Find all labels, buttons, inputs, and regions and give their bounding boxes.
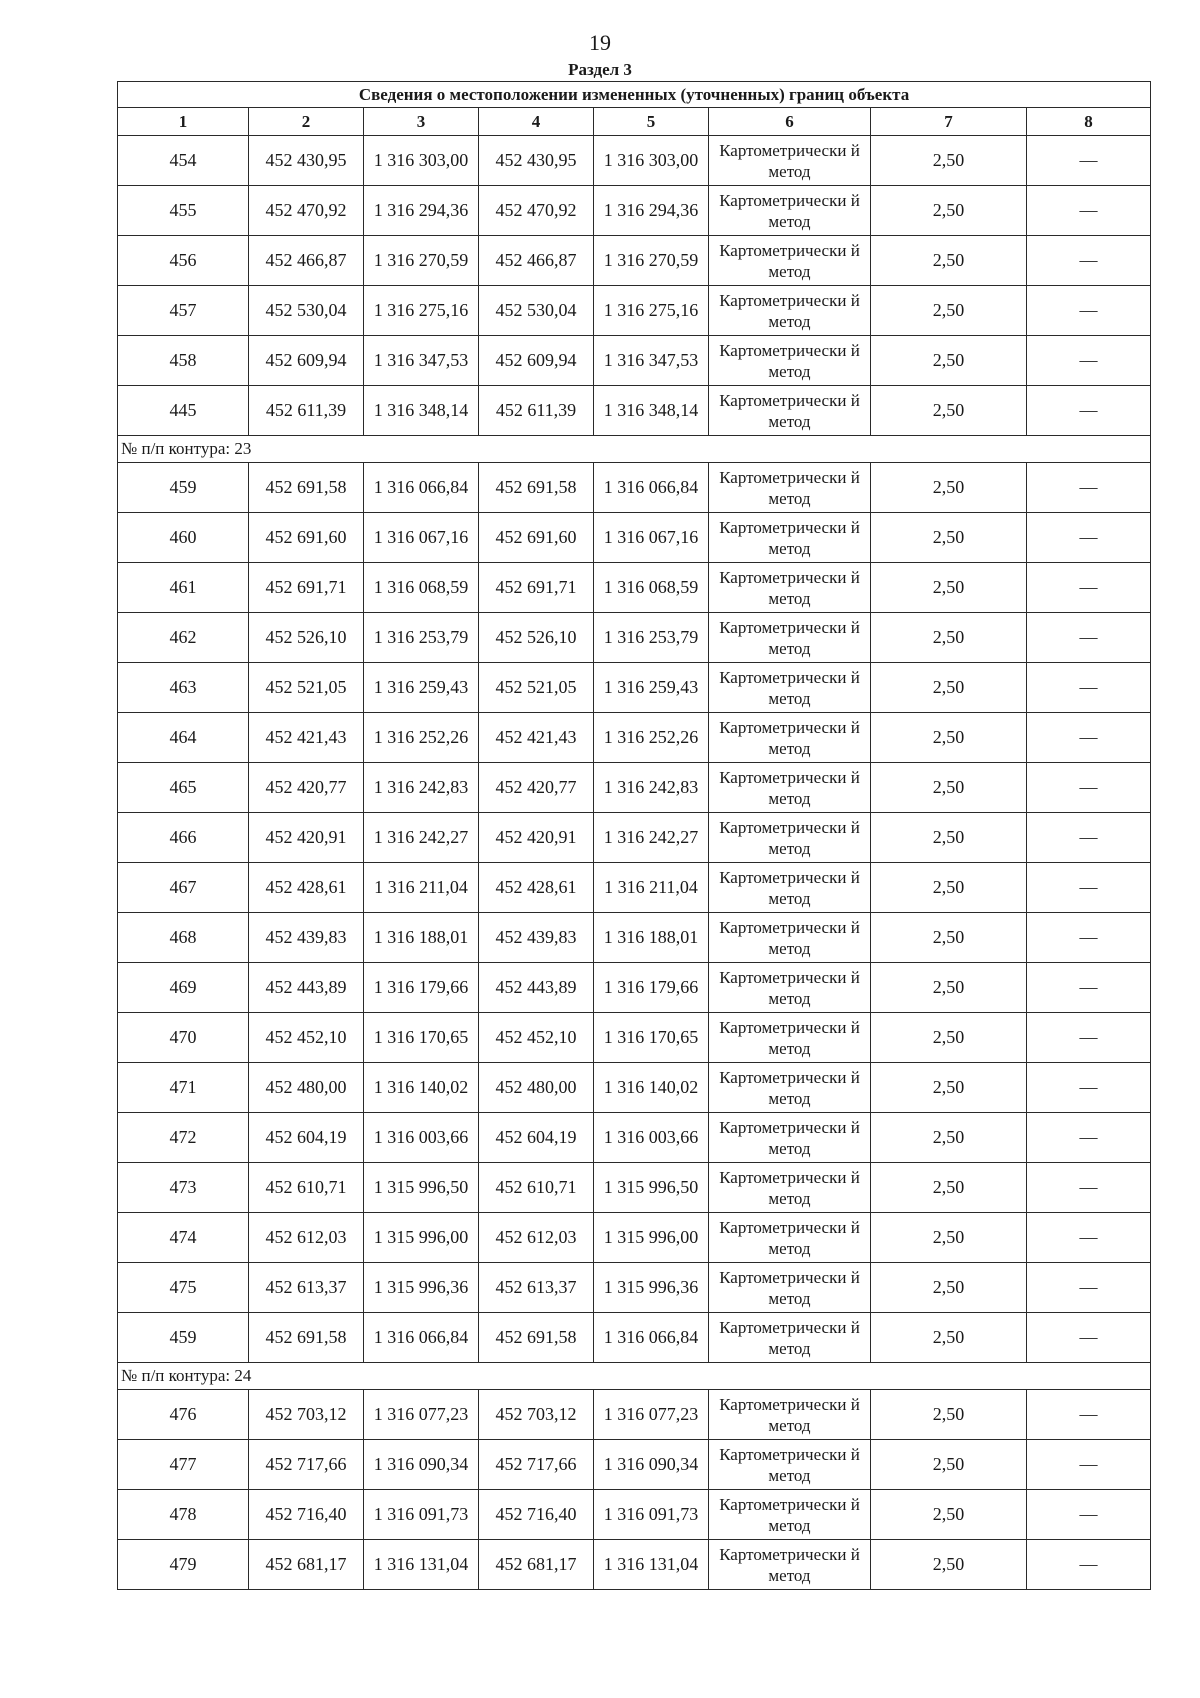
- method-cell: Картометрически й метод: [709, 513, 871, 563]
- y-old-cell: 1 316 275,16: [364, 286, 479, 336]
- table-row: [118, 613, 1151, 663]
- y-old-cell: 1 316 188,01: [364, 913, 479, 963]
- method-cell: Картометрически й метод: [709, 1490, 871, 1540]
- x-new-cell: 452 612,03: [479, 1213, 594, 1263]
- y-new-cell: 1 316 090,34: [594, 1440, 709, 1490]
- x-new-cell: 452 691,58: [479, 1313, 594, 1363]
- description-cell: —: [1027, 1390, 1151, 1440]
- point-number-cell: 473: [118, 1163, 249, 1213]
- table-row: [118, 1263, 1151, 1313]
- x-old-cell: 452 480,00: [249, 1063, 364, 1113]
- accuracy-cell: 2,50: [871, 1540, 1027, 1590]
- description-cell: —: [1027, 1013, 1151, 1063]
- x-new-cell: 452 681,17: [479, 1540, 594, 1590]
- table-row: [118, 563, 1151, 613]
- x-new-cell: 452 691,71: [479, 563, 594, 613]
- method-cell: Картометрически й метод: [709, 1263, 871, 1313]
- y-old-cell: 1 316 242,83: [364, 763, 479, 813]
- x-new-cell: 452 430,95: [479, 136, 594, 186]
- x-new-cell: 452 609,94: [479, 336, 594, 386]
- x-new-cell: 452 452,10: [479, 1013, 594, 1063]
- method-cell: Картометрически й метод: [709, 813, 871, 863]
- method-cell: Картометрически й метод: [709, 1013, 871, 1063]
- y-old-cell: 1 316 179,66: [364, 963, 479, 1013]
- y-old-cell: 1 316 303,00: [364, 136, 479, 186]
- table-title: Сведения о местоположении измененных (уточненных) границ объекта: [118, 82, 1151, 108]
- description-cell: —: [1027, 563, 1151, 613]
- accuracy-cell: 2,50: [871, 1163, 1027, 1213]
- x-old-cell: 452 526,10: [249, 613, 364, 663]
- column-number-row: [118, 108, 1151, 136]
- method-cell: Картометрически й метод: [709, 386, 871, 436]
- point-number-cell: 469: [118, 963, 249, 1013]
- accuracy-cell: 2,50: [871, 813, 1027, 863]
- x-new-cell: 452 443,89: [479, 963, 594, 1013]
- x-new-cell: 452 611,39: [479, 386, 594, 436]
- description-cell: —: [1027, 1313, 1151, 1363]
- column-number: 3: [364, 108, 479, 136]
- x-new-cell: 452 439,83: [479, 913, 594, 963]
- method-cell: Картометрически й метод: [709, 236, 871, 286]
- description-cell: —: [1027, 863, 1151, 913]
- point-number-cell: 464: [118, 713, 249, 763]
- accuracy-cell: 2,50: [871, 1490, 1027, 1540]
- accuracy-cell: 2,50: [871, 613, 1027, 663]
- y-old-cell: 1 316 348,14: [364, 386, 479, 436]
- description-cell: —: [1027, 1113, 1151, 1163]
- method-cell: Картометрически й метод: [709, 136, 871, 186]
- x-old-cell: 452 691,58: [249, 1313, 364, 1363]
- point-number-cell: 458: [118, 336, 249, 386]
- description-cell: —: [1027, 136, 1151, 186]
- point-number-cell: 472: [118, 1113, 249, 1163]
- contour-label-row: [118, 1363, 1151, 1390]
- accuracy-cell: 2,50: [871, 763, 1027, 813]
- y-old-cell: 1 316 066,84: [364, 1313, 479, 1363]
- method-cell: Картометрически й метод: [709, 1313, 871, 1363]
- x-new-cell: 452 703,12: [479, 1390, 594, 1440]
- table-row: [118, 1163, 1151, 1213]
- table-row: [118, 463, 1151, 513]
- table-row: [118, 1540, 1151, 1590]
- method-cell: Картометрически й метод: [709, 563, 871, 613]
- y-new-cell: 1 316 242,27: [594, 813, 709, 863]
- accuracy-cell: 2,50: [871, 1390, 1027, 1440]
- y-new-cell: 1 316 303,00: [594, 136, 709, 186]
- point-number-cell: 445: [118, 386, 249, 436]
- column-number: 5: [594, 108, 709, 136]
- x-old-cell: 452 421,43: [249, 713, 364, 763]
- y-new-cell: 1 316 348,14: [594, 386, 709, 436]
- x-old-cell: 452 691,71: [249, 563, 364, 613]
- accuracy-cell: 2,50: [871, 913, 1027, 963]
- description-cell: —: [1027, 613, 1151, 663]
- point-number-cell: 463: [118, 663, 249, 713]
- table-row: [118, 863, 1151, 913]
- y-new-cell: 1 316 091,73: [594, 1490, 709, 1540]
- accuracy-cell: 2,50: [871, 286, 1027, 336]
- point-number-cell: 479: [118, 1540, 249, 1590]
- y-new-cell: 1 315 996,50: [594, 1163, 709, 1213]
- y-old-cell: 1 316 294,36: [364, 186, 479, 236]
- description-cell: —: [1027, 1540, 1151, 1590]
- y-new-cell: 1 316 294,36: [594, 186, 709, 236]
- x-old-cell: 452 610,71: [249, 1163, 364, 1213]
- x-new-cell: 452 526,10: [479, 613, 594, 663]
- x-new-cell: 452 604,19: [479, 1113, 594, 1163]
- point-number-cell: 459: [118, 463, 249, 513]
- y-new-cell: 1 316 068,59: [594, 563, 709, 613]
- method-cell: Картометрически й метод: [709, 763, 871, 813]
- point-number-cell: 465: [118, 763, 249, 813]
- y-new-cell: 1 316 253,79: [594, 613, 709, 663]
- y-old-cell: 1 316 253,79: [364, 613, 479, 663]
- y-old-cell: 1 316 091,73: [364, 1490, 479, 1540]
- description-cell: —: [1027, 1213, 1151, 1263]
- y-old-cell: 1 316 003,66: [364, 1113, 479, 1163]
- table-body: [118, 82, 1151, 1590]
- accuracy-cell: 2,50: [871, 186, 1027, 236]
- method-cell: Картометрически й метод: [709, 336, 871, 386]
- method-cell: Картометрически й метод: [709, 463, 871, 513]
- y-new-cell: 1 316 259,43: [594, 663, 709, 713]
- table-row: [118, 763, 1151, 813]
- x-old-cell: 452 428,61: [249, 863, 364, 913]
- contour-label: № п/п контура: 23: [118, 436, 1151, 463]
- column-number: 1: [118, 108, 249, 136]
- accuracy-cell: 2,50: [871, 863, 1027, 913]
- point-number-cell: 457: [118, 286, 249, 336]
- table-row: [118, 1440, 1151, 1490]
- x-old-cell: 452 609,94: [249, 336, 364, 386]
- description-cell: —: [1027, 713, 1151, 763]
- x-old-cell: 452 530,04: [249, 286, 364, 336]
- accuracy-cell: 2,50: [871, 563, 1027, 613]
- contour-label-row: [118, 436, 1151, 463]
- y-new-cell: 1 316 252,26: [594, 713, 709, 763]
- x-new-cell: 452 480,00: [479, 1063, 594, 1113]
- y-new-cell: 1 315 996,00: [594, 1213, 709, 1263]
- y-new-cell: 1 316 179,66: [594, 963, 709, 1013]
- x-new-cell: 452 420,77: [479, 763, 594, 813]
- table-row: [118, 186, 1151, 236]
- table-row: [118, 286, 1151, 336]
- table-row: [118, 1063, 1151, 1113]
- x-old-cell: 452 466,87: [249, 236, 364, 286]
- column-number: 7: [871, 108, 1027, 136]
- x-old-cell: 452 613,37: [249, 1263, 364, 1313]
- point-number-cell: 477: [118, 1440, 249, 1490]
- method-cell: Картометрически й метод: [709, 1163, 871, 1213]
- point-number-cell: 470: [118, 1013, 249, 1063]
- x-old-cell: 452 470,92: [249, 186, 364, 236]
- description-cell: —: [1027, 663, 1151, 713]
- table-row: [118, 1013, 1151, 1063]
- page-number: 19: [589, 30, 611, 55]
- x-old-cell: 452 604,19: [249, 1113, 364, 1163]
- column-number: 4: [479, 108, 594, 136]
- method-cell: Картометрически й метод: [709, 1213, 871, 1263]
- x-new-cell: 452 717,66: [479, 1440, 594, 1490]
- y-new-cell: 1 316 211,04: [594, 863, 709, 913]
- column-number: 8: [1027, 108, 1151, 136]
- y-new-cell: 1 316 140,02: [594, 1063, 709, 1113]
- column-number: 6: [709, 108, 871, 136]
- x-old-cell: 452 691,58: [249, 463, 364, 513]
- x-new-cell: 452 421,43: [479, 713, 594, 763]
- table-title-row: [118, 82, 1151, 108]
- method-cell: Картометрически й метод: [709, 1540, 871, 1590]
- x-old-cell: 452 612,03: [249, 1213, 364, 1263]
- table-row: [118, 663, 1151, 713]
- method-cell: Картометрически й метод: [709, 1440, 871, 1490]
- method-cell: Картометрически й метод: [709, 1063, 871, 1113]
- accuracy-cell: 2,50: [871, 463, 1027, 513]
- x-new-cell: 452 428,61: [479, 863, 594, 913]
- x-old-cell: 452 717,66: [249, 1440, 364, 1490]
- accuracy-cell: 2,50: [871, 136, 1027, 186]
- y-new-cell: 1 316 347,53: [594, 336, 709, 386]
- x-new-cell: 452 613,37: [479, 1263, 594, 1313]
- description-cell: —: [1027, 1440, 1151, 1490]
- y-old-cell: 1 316 270,59: [364, 236, 479, 286]
- y-old-cell: 1 315 996,00: [364, 1213, 479, 1263]
- method-cell: Картометрически й метод: [709, 913, 871, 963]
- description-cell: —: [1027, 236, 1151, 286]
- accuracy-cell: 2,50: [871, 1263, 1027, 1313]
- x-old-cell: 452 703,12: [249, 1390, 364, 1440]
- description-cell: —: [1027, 386, 1151, 436]
- point-number-cell: 461: [118, 563, 249, 613]
- point-number-cell: 459: [118, 1313, 249, 1363]
- x-new-cell: 452 470,92: [479, 186, 594, 236]
- accuracy-cell: 2,50: [871, 513, 1027, 563]
- description-cell: —: [1027, 463, 1151, 513]
- description-cell: —: [1027, 286, 1151, 336]
- description-cell: —: [1027, 813, 1151, 863]
- x-old-cell: 452 681,17: [249, 1540, 364, 1590]
- point-number-cell: 467: [118, 863, 249, 913]
- accuracy-cell: 2,50: [871, 1013, 1027, 1063]
- x-new-cell: 452 530,04: [479, 286, 594, 336]
- table-row: [118, 1313, 1151, 1363]
- accuracy-cell: 2,50: [871, 1440, 1027, 1490]
- point-number-cell: 475: [118, 1263, 249, 1313]
- method-cell: Картометрически й метод: [709, 613, 871, 663]
- x-old-cell: 452 420,77: [249, 763, 364, 813]
- y-old-cell: 1 316 242,27: [364, 813, 479, 863]
- method-cell: Картометрически й метод: [709, 663, 871, 713]
- y-new-cell: 1 316 170,65: [594, 1013, 709, 1063]
- description-cell: —: [1027, 1263, 1151, 1313]
- x-new-cell: 452 466,87: [479, 236, 594, 286]
- y-old-cell: 1 316 090,34: [364, 1440, 479, 1490]
- description-cell: —: [1027, 1063, 1151, 1113]
- point-number-cell: 455: [118, 186, 249, 236]
- y-new-cell: 1 316 066,84: [594, 1313, 709, 1363]
- accuracy-cell: 2,50: [871, 1063, 1027, 1113]
- table-row: [118, 1390, 1151, 1440]
- table-row: [118, 513, 1151, 563]
- x-old-cell: 452 452,10: [249, 1013, 364, 1063]
- point-number-cell: 462: [118, 613, 249, 663]
- y-new-cell: 1 316 067,16: [594, 513, 709, 563]
- table-row: [118, 386, 1151, 436]
- accuracy-cell: 2,50: [871, 1313, 1027, 1363]
- method-cell: Картометрически й метод: [709, 963, 871, 1013]
- y-new-cell: 1 316 066,84: [594, 463, 709, 513]
- point-number-cell: 474: [118, 1213, 249, 1263]
- y-old-cell: 1 315 996,50: [364, 1163, 479, 1213]
- description-cell: —: [1027, 186, 1151, 236]
- y-old-cell: 1 316 211,04: [364, 863, 479, 913]
- x-old-cell: 452 420,91: [249, 813, 364, 863]
- y-old-cell: 1 316 252,26: [364, 713, 479, 763]
- y-old-cell: 1 316 131,04: [364, 1540, 479, 1590]
- description-cell: —: [1027, 1490, 1151, 1540]
- method-cell: Картометрически й метод: [709, 286, 871, 336]
- y-old-cell: 1 316 347,53: [364, 336, 479, 386]
- x-old-cell: 452 521,05: [249, 663, 364, 713]
- point-number-cell: 460: [118, 513, 249, 563]
- x-old-cell: 452 430,95: [249, 136, 364, 186]
- column-number: 2: [249, 108, 364, 136]
- method-cell: Картометрически й метод: [709, 1113, 871, 1163]
- accuracy-cell: 2,50: [871, 663, 1027, 713]
- x-new-cell: 452 610,71: [479, 1163, 594, 1213]
- y-old-cell: 1 316 068,59: [364, 563, 479, 613]
- section-label: Раздел 3: [568, 60, 632, 79]
- y-old-cell: 1 316 067,16: [364, 513, 479, 563]
- accuracy-cell: 2,50: [871, 1213, 1027, 1263]
- x-old-cell: 452 691,60: [249, 513, 364, 563]
- accuracy-cell: 2,50: [871, 1113, 1027, 1163]
- y-new-cell: 1 316 270,59: [594, 236, 709, 286]
- method-cell: Картометрически й метод: [709, 1390, 871, 1440]
- y-old-cell: 1 315 996,36: [364, 1263, 479, 1313]
- x-old-cell: 452 611,39: [249, 386, 364, 436]
- point-number-cell: 476: [118, 1390, 249, 1440]
- table-row: [118, 336, 1151, 386]
- description-cell: —: [1027, 763, 1151, 813]
- point-number-cell: 466: [118, 813, 249, 863]
- point-number-cell: 478: [118, 1490, 249, 1540]
- table-row: [118, 913, 1151, 963]
- y-new-cell: 1 316 077,23: [594, 1390, 709, 1440]
- x-old-cell: 452 443,89: [249, 963, 364, 1013]
- x-new-cell: 452 420,91: [479, 813, 594, 863]
- y-new-cell: 1 316 242,83: [594, 763, 709, 813]
- x-new-cell: 452 691,60: [479, 513, 594, 563]
- table-row: [118, 136, 1151, 186]
- accuracy-cell: 2,50: [871, 236, 1027, 286]
- y-new-cell: 1 316 131,04: [594, 1540, 709, 1590]
- table-row: [118, 236, 1151, 286]
- y-old-cell: 1 316 259,43: [364, 663, 479, 713]
- point-number-cell: 454: [118, 136, 249, 186]
- boundary-coordinates-table: [117, 81, 1151, 1590]
- description-cell: —: [1027, 963, 1151, 1013]
- y-old-cell: 1 316 170,65: [364, 1013, 479, 1063]
- point-number-cell: 456: [118, 236, 249, 286]
- y-old-cell: 1 316 066,84: [364, 463, 479, 513]
- y-new-cell: 1 316 188,01: [594, 913, 709, 963]
- method-cell: Картометрически й метод: [709, 186, 871, 236]
- contour-label: № п/п контура: 24: [118, 1363, 1151, 1390]
- accuracy-cell: 2,50: [871, 336, 1027, 386]
- x-new-cell: 452 716,40: [479, 1490, 594, 1540]
- y-old-cell: 1 316 140,02: [364, 1063, 479, 1113]
- description-cell: —: [1027, 336, 1151, 386]
- point-number-cell: 468: [118, 913, 249, 963]
- x-old-cell: 452 439,83: [249, 913, 364, 963]
- accuracy-cell: 2,50: [871, 713, 1027, 763]
- y-new-cell: 1 315 996,36: [594, 1263, 709, 1313]
- y-new-cell: 1 316 275,16: [594, 286, 709, 336]
- table-row: [118, 713, 1151, 763]
- point-number-cell: 471: [118, 1063, 249, 1113]
- description-cell: —: [1027, 513, 1151, 563]
- accuracy-cell: 2,50: [871, 963, 1027, 1013]
- table-row: [118, 1113, 1151, 1163]
- method-cell: Картометрически й метод: [709, 863, 871, 913]
- x-old-cell: 452 716,40: [249, 1490, 364, 1540]
- x-new-cell: 452 521,05: [479, 663, 594, 713]
- description-cell: —: [1027, 913, 1151, 963]
- table-row: [118, 1490, 1151, 1540]
- method-cell: Картометрически й метод: [709, 713, 871, 763]
- table-row: [118, 1213, 1151, 1263]
- x-new-cell: 452 691,58: [479, 463, 594, 513]
- table-row: [118, 963, 1151, 1013]
- y-new-cell: 1 316 003,66: [594, 1113, 709, 1163]
- accuracy-cell: 2,50: [871, 386, 1027, 436]
- y-old-cell: 1 316 077,23: [364, 1390, 479, 1440]
- table-row: [118, 813, 1151, 863]
- description-cell: —: [1027, 1163, 1151, 1213]
